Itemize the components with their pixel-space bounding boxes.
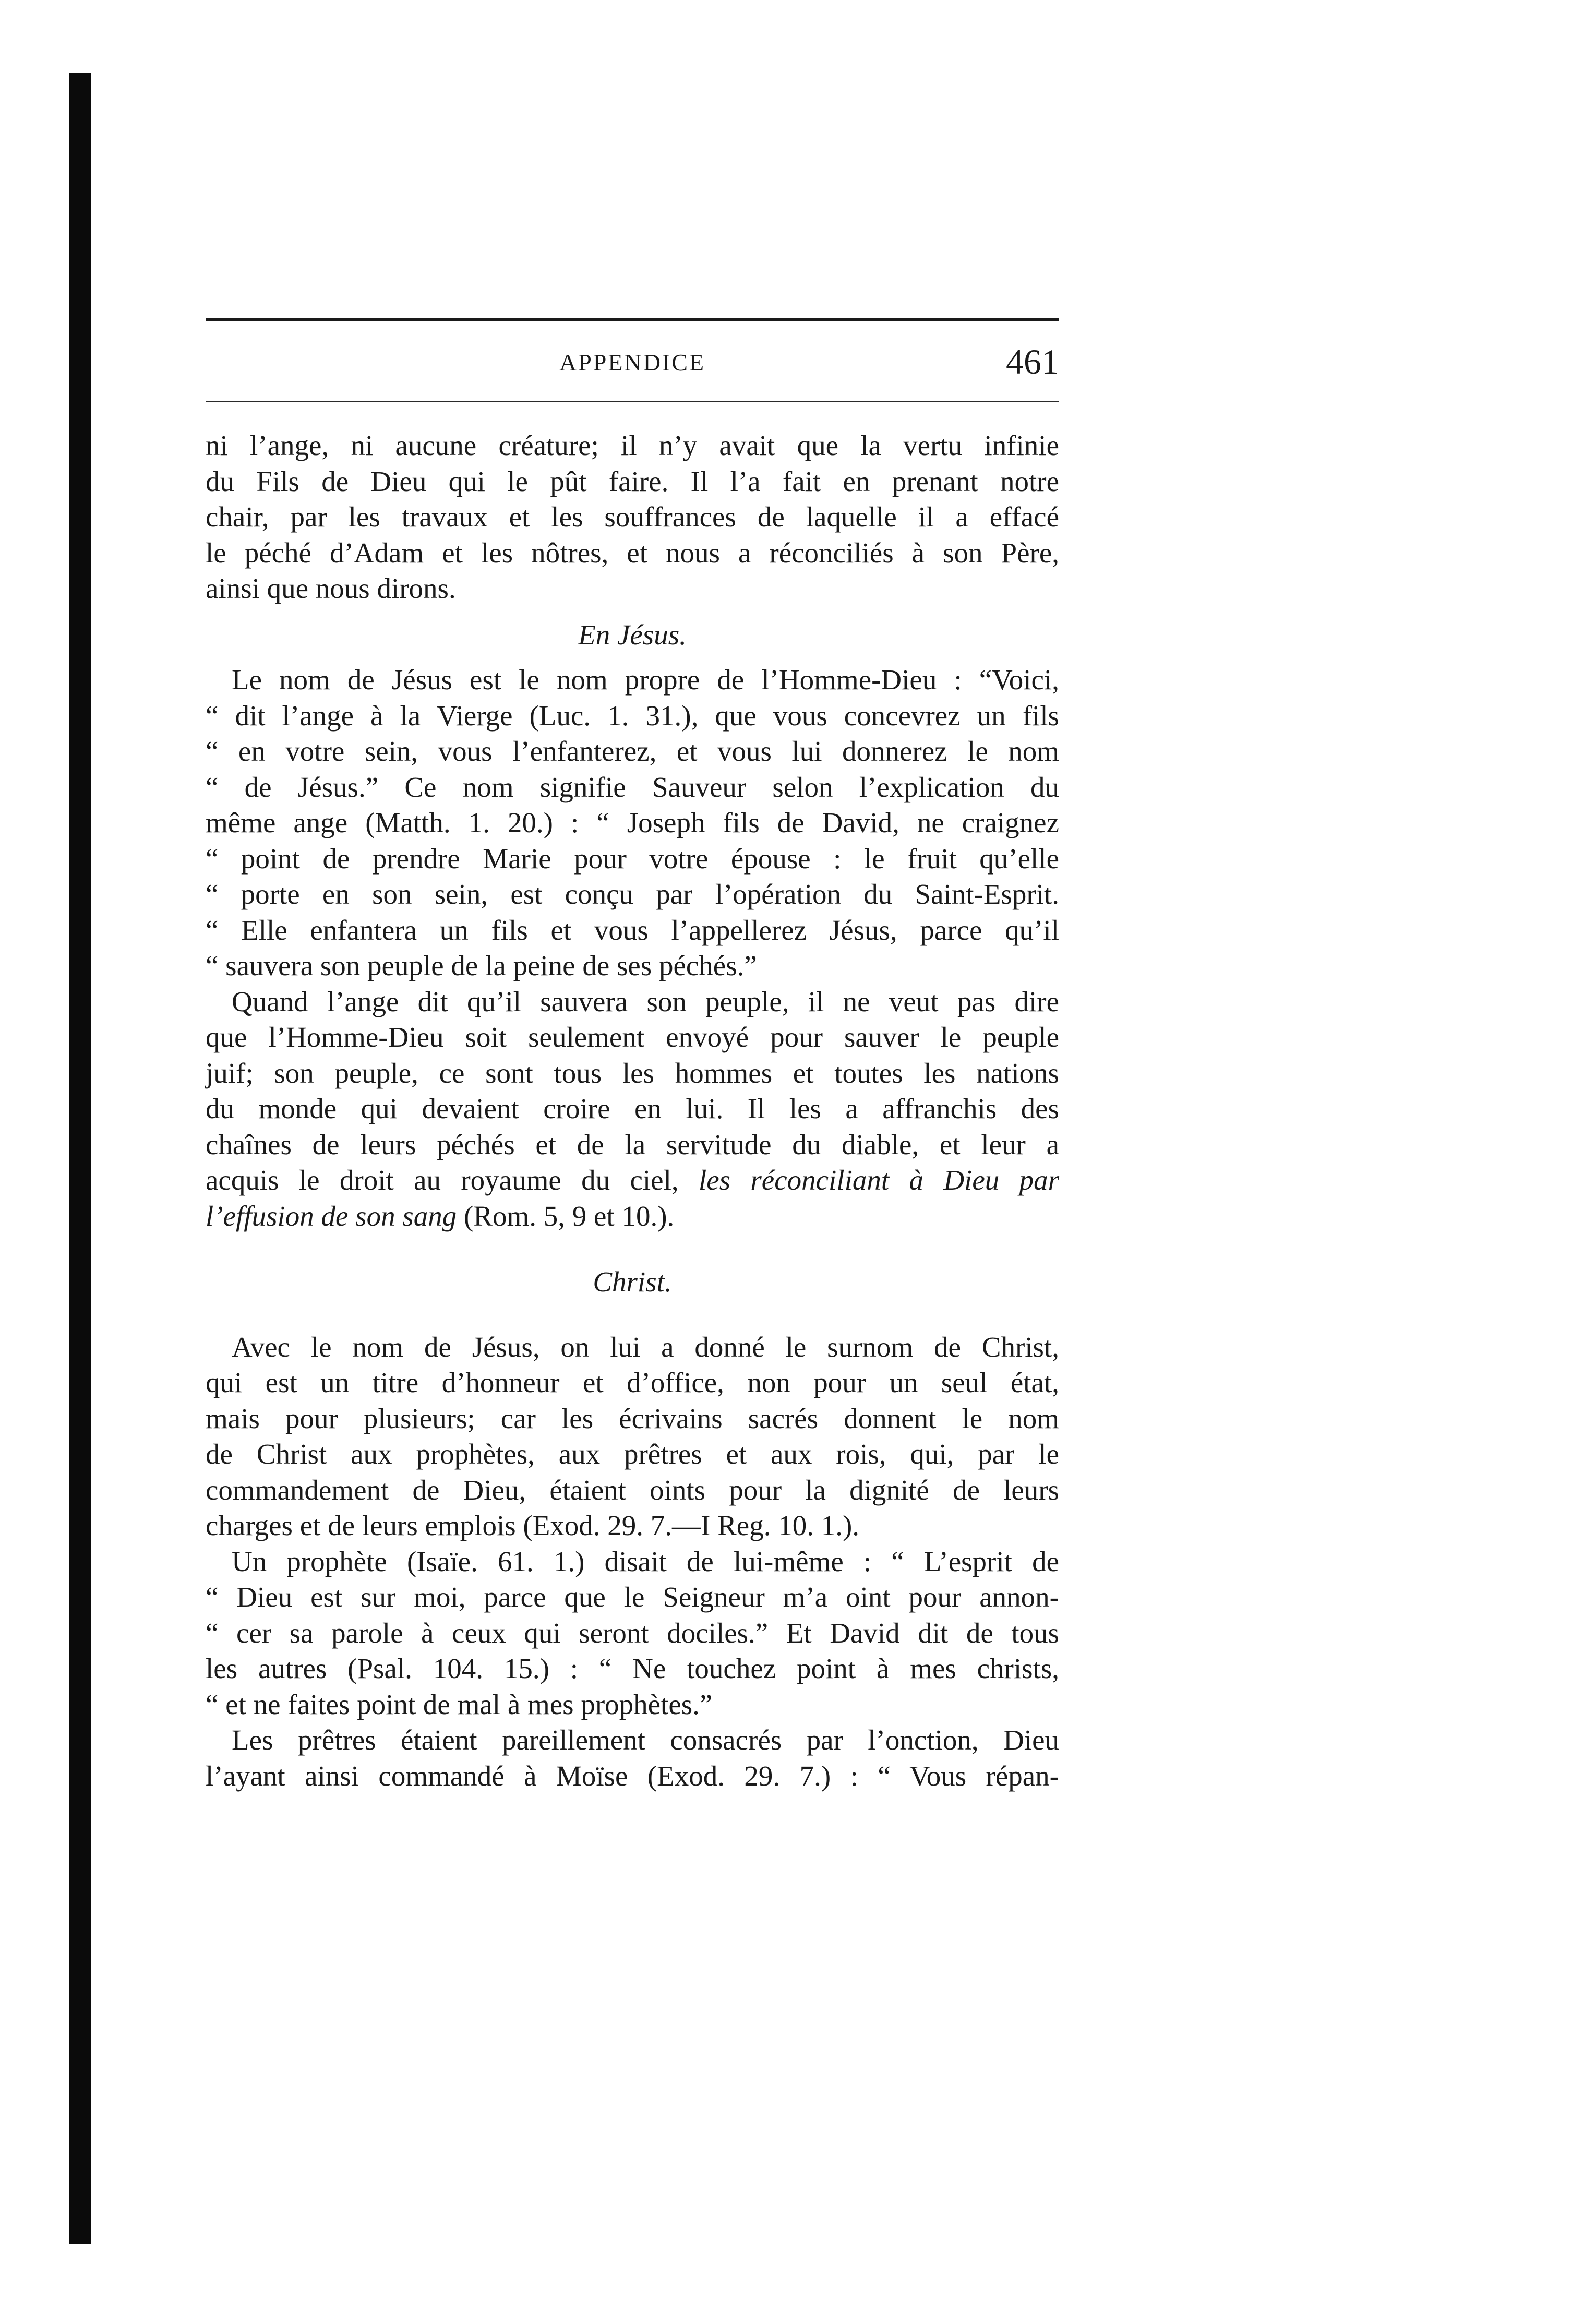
italic-run: les réconciliant à Dieu par bbox=[698, 1164, 1059, 1196]
text-line: l’ayant ainsi commandé à Moïse (Exod. 29. 7.) : “ Vous répan- bbox=[206, 1759, 1059, 1792]
scan-binding-edge bbox=[69, 73, 91, 2244]
paragraph-2 bbox=[206, 662, 1059, 984]
header-rule-bottom bbox=[206, 401, 1059, 402]
text-line bbox=[206, 1163, 1059, 1199]
text-line: le péché d’Adam et les nôtres, et nous a réconciliés à son Père, bbox=[206, 536, 1059, 569]
text-line: “ dit l’ange à la Vierge (Luc. 1. 31.), que vous concevrez un fils bbox=[206, 699, 1059, 732]
text-line: du monde qui devaient croire en lui. Il les a affranchis des bbox=[206, 1093, 1059, 1124]
running-head: APPENDICE bbox=[559, 349, 706, 376]
text-line: chair, par les travaux et les souffrances de laquelle il a effacé bbox=[206, 501, 1059, 533]
text-line: Quand l’ange dit qu’il sauvera son peuple, il ne veut pas dire bbox=[232, 985, 1059, 1017]
paragraph-4 bbox=[206, 1329, 1059, 1544]
paragraph-6 bbox=[206, 1722, 1059, 1794]
text-line: juif; son peuple, ce sont tous les hommes et toutes les nations bbox=[206, 1057, 1059, 1089]
text-line: ainsi que nous dirons. bbox=[206, 572, 456, 604]
page-number: 461 bbox=[1006, 342, 1059, 381]
text-line: Les prêtres étaient pareillement consacrés par l’onction, Dieu bbox=[232, 1724, 1059, 1756]
text-line: même ange (Matth. 1. 20.) : “ Joseph fils de David, ne craignez bbox=[206, 807, 1059, 838]
text-line: “ porte en son sein, est conçu par l’opération du Saint-Esprit. bbox=[206, 878, 1059, 910]
text-line: “ Dieu est sur moi, parce que le Seigneur m’a oint pour annon- bbox=[206, 1581, 1059, 1613]
text-line: charges et de leurs emplois (Exod. 29. 7.—I Reg. 10. 1.). bbox=[206, 1510, 860, 1541]
text-line: chaînes de leurs péchés et de la servitude du diable, et leur a bbox=[206, 1128, 1059, 1160]
text-run: acquis le droit au royaume du ciel, bbox=[206, 1164, 699, 1196]
text-line: “ Elle enfantera un fils et vous l’appellerez Jésus, parce qu’il bbox=[206, 914, 1059, 946]
text-line: de Christ aux prophètes, aux prêtres et aux rois, qui, par le bbox=[206, 1438, 1059, 1470]
text-line: “ point de prendre Marie pour votre épouse : le fruit qu’elle bbox=[206, 842, 1059, 875]
text-line: Le nom de Jésus est le nom propre de l’Homme-Dieu : “Voici, bbox=[232, 664, 1059, 696]
section-heading-en-jesus: En Jésus. bbox=[578, 618, 687, 651]
section-heading-christ: Christ. bbox=[593, 1266, 672, 1298]
text-line: “ sauvera son peuple de la peine de ses péchés.” bbox=[206, 950, 757, 981]
text-line: “ et ne faites point de mal à mes prophètes.” bbox=[206, 1688, 713, 1720]
paragraph-1 bbox=[206, 428, 1059, 607]
text-line: Un prophète (Isaïe. 61. 1.) disait de lui-même : “ L’esprit de bbox=[232, 1545, 1059, 1577]
text-line: Avec le nom de Jésus, on lui a donné le surnom de Christ, bbox=[232, 1331, 1059, 1363]
text-line: “ de Jésus.” Ce nom signifie Sauveur selon l’explication du bbox=[206, 771, 1059, 803]
header-rule-top bbox=[206, 318, 1059, 321]
text-line: du Fils de Dieu qui le pût faire. Il l’a fait en prenant notre bbox=[206, 465, 1059, 497]
text-line: que l’Homme-Dieu soit seulement envoyé pour sauver le peuple bbox=[206, 1021, 1059, 1053]
text-line: qui est un titre d’honneur et d’office, non pour un seul état, bbox=[206, 1367, 1059, 1398]
italic-run: l’effusion de son sang bbox=[206, 1200, 457, 1232]
page-body bbox=[206, 428, 1059, 1794]
text-line: les autres (Psal. 104. 15.) : “ Ne touchez point à mes christs, bbox=[206, 1652, 1059, 1684]
paragraph-3 bbox=[206, 984, 1059, 1235]
paragraph-5 bbox=[206, 1544, 1059, 1723]
text-line: commandement de Dieu, étaient oints pour la dignité de leurs bbox=[206, 1474, 1059, 1506]
text-run: (Rom. 5, 9 et 10.). bbox=[457, 1200, 675, 1232]
page-header bbox=[206, 318, 1059, 407]
text-line: “ en votre sein, vous l’enfanterez, et vous lui donnerez le nom bbox=[206, 735, 1059, 767]
text-line: mais pour plusieurs; car les écrivains sacrés donnent le nom bbox=[206, 1402, 1059, 1434]
text-line: “ cer sa parole à ceux qui seront dociles.” Et David dit de tous bbox=[206, 1616, 1059, 1649]
text-line bbox=[206, 1199, 1059, 1235]
text-line: ni l’ange, ni aucune créature; il n’y avait que la vertu infinie bbox=[206, 429, 1059, 461]
